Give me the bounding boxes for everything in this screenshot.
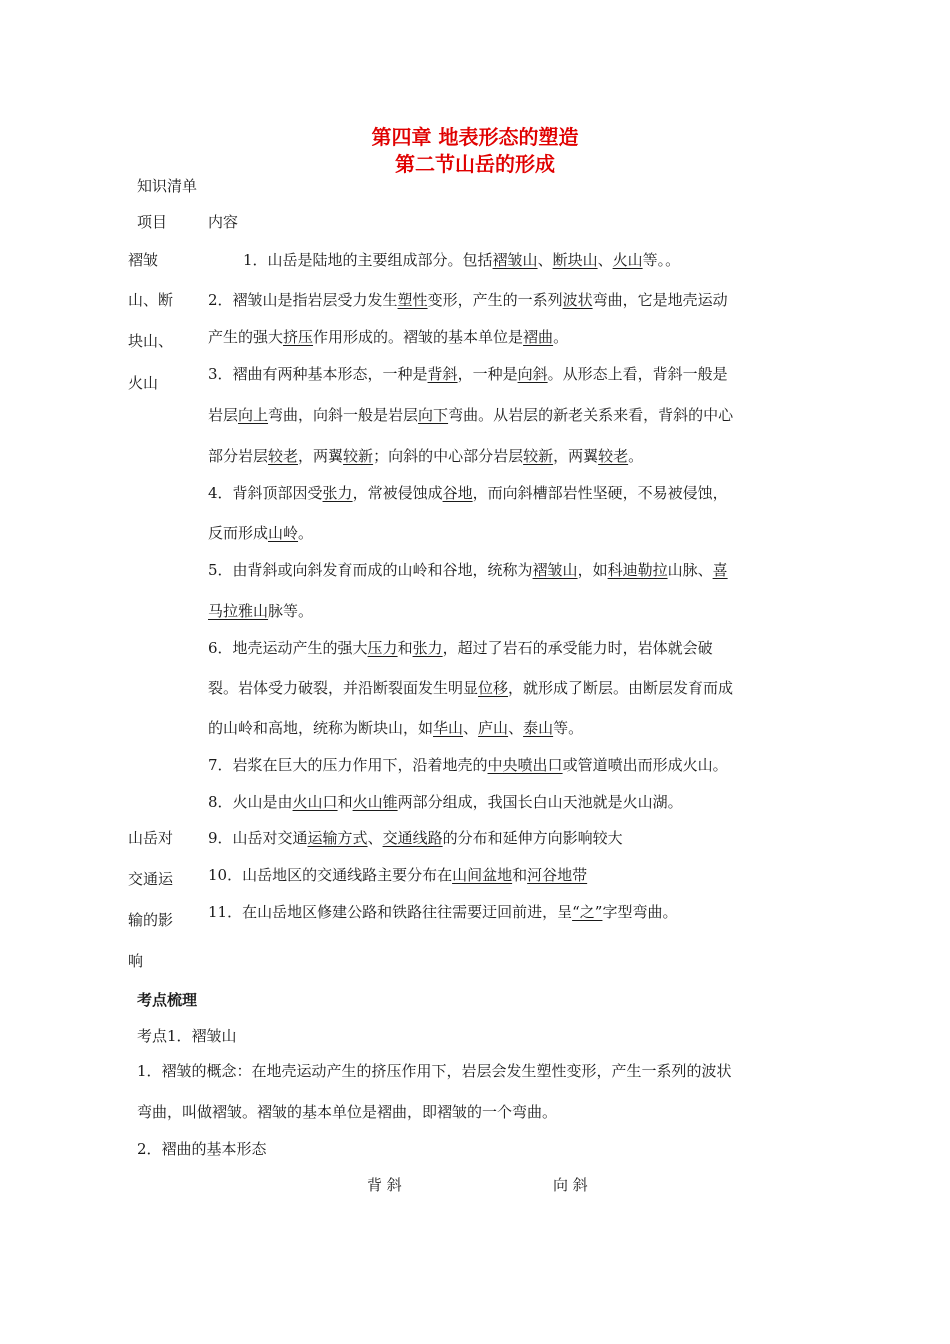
key-term: 张力 bbox=[322, 484, 353, 502]
key-term: 压力 bbox=[367, 639, 398, 657]
text-segment: 变形，产生的一系列 bbox=[427, 291, 563, 309]
content-line bbox=[208, 828, 623, 848]
text-segment: 弯曲，它是地壳运动 bbox=[592, 291, 728, 309]
text-segment: 1．山岳是陆地的主要组成部分。包括 bbox=[243, 251, 493, 269]
text-segment: 5．由背斜或向斜发育而成的山岭和谷地，统称为 bbox=[208, 561, 533, 579]
text-segment: 和 bbox=[512, 866, 528, 884]
content-line bbox=[208, 678, 733, 698]
key-term: 中央喷出口 bbox=[487, 756, 563, 774]
content-line bbox=[208, 523, 313, 543]
text-segment: 。 bbox=[553, 328, 569, 346]
knowledge-heading: 知识清单 bbox=[137, 177, 198, 195]
key-term: 火山口 bbox=[292, 793, 338, 811]
key-term: 山间盆地 bbox=[452, 866, 513, 884]
text-segment: 7．岩浆在巨大的压力作用下，沿着地壳的 bbox=[208, 756, 488, 774]
text-segment: 两部分组成，我国长白山天池就是火山湖。 bbox=[397, 793, 683, 811]
content-line bbox=[208, 290, 728, 310]
section-title: 第二节山岳的形成 bbox=[395, 152, 555, 176]
text-segment: 。 bbox=[628, 447, 644, 465]
content-line bbox=[208, 483, 728, 503]
content-line bbox=[208, 560, 728, 580]
key-term: 波状 bbox=[562, 291, 593, 309]
text-segment: 反而形成 bbox=[208, 524, 269, 542]
text-segment: 、 bbox=[463, 719, 479, 737]
item-label-line: 山岳对 bbox=[128, 829, 174, 847]
item-label-line: 交通运 bbox=[128, 870, 174, 888]
key-term: 泰山 bbox=[523, 719, 554, 737]
content-line bbox=[208, 601, 313, 621]
key-term: 山岭 bbox=[268, 524, 299, 542]
key-term: 向斜 bbox=[517, 365, 548, 383]
text-segment: 。从形态上看，背斜一般是 bbox=[547, 365, 728, 383]
text-segment: 作用形成的。褶皱的基本单位是 bbox=[313, 328, 524, 346]
syncline-label: 向 斜 bbox=[553, 1176, 588, 1194]
column-header-content: 内容 bbox=[208, 213, 239, 231]
key-term: 较新 bbox=[523, 447, 554, 465]
text-segment: 的山岭和高地，统称为断块山，如 bbox=[208, 719, 434, 737]
text-segment: 弯曲。从岩层的新老关系来看，背斜的中心 bbox=[448, 406, 734, 424]
key-term: 背斜 bbox=[427, 365, 458, 383]
item-label-line: 褶皱 bbox=[128, 251, 159, 269]
content-line bbox=[208, 792, 683, 812]
column-header-item: 项目 bbox=[137, 213, 168, 231]
text-segment: 。 bbox=[298, 524, 314, 542]
key-term: 塑性 bbox=[397, 291, 428, 309]
key-term: 向下 bbox=[418, 406, 449, 424]
text-segment: 裂。岩体受力破裂，并沿断裂面发生明显 bbox=[208, 679, 479, 697]
item-label-line: 块山、 bbox=[128, 332, 174, 350]
content-line bbox=[208, 865, 587, 885]
item-label-line: 火山 bbox=[128, 374, 159, 392]
key-term: 马拉雅山 bbox=[208, 602, 269, 620]
text-segment: 10．山岳地区的交通线路主要分布在 bbox=[208, 866, 453, 884]
key-term: 火山锥 bbox=[352, 793, 398, 811]
key-term: 科迪勒拉 bbox=[607, 561, 668, 579]
text-segment: ，常被侵蚀成 bbox=[352, 484, 443, 502]
text-segment: 9．山岳对交通 bbox=[208, 829, 308, 847]
text-segment: 、 bbox=[537, 251, 553, 269]
fold-definition-line-1: 1．褶皱的概念：在地壳运动产生的挤压作用下，岩层会发生塑性变形，产生一系列的波状 bbox=[137, 1062, 732, 1080]
key-term: 较老 bbox=[268, 447, 299, 465]
key-term: 褶皱山 bbox=[492, 251, 538, 269]
review-heading: 考点梳理 bbox=[137, 991, 198, 1009]
text-segment: ，如 bbox=[577, 561, 608, 579]
text-segment: 部分岩层 bbox=[208, 447, 269, 465]
content-line bbox=[208, 364, 728, 384]
text-segment: 产生的强大 bbox=[208, 328, 284, 346]
text-segment: 、 bbox=[367, 829, 383, 847]
text-segment: 和 bbox=[397, 639, 413, 657]
content-line bbox=[208, 405, 733, 425]
text-segment: 4．背斜顶部因受 bbox=[208, 484, 323, 502]
key-term: 喜 bbox=[712, 561, 728, 579]
text-segment: ，两翼 bbox=[553, 447, 599, 465]
key-term: 火山 bbox=[612, 251, 643, 269]
text-segment: 、 bbox=[597, 251, 613, 269]
key-term: 运输方式 bbox=[307, 829, 368, 847]
text-segment: 岩层 bbox=[208, 406, 239, 424]
text-segment: 或管道喷出而形成火山。 bbox=[562, 756, 728, 774]
content-line bbox=[243, 250, 680, 270]
key-term: 较老 bbox=[598, 447, 629, 465]
chapter-title: 第四章 地表形态的塑造 bbox=[371, 125, 579, 149]
text-segment: ，就形成了断层。由断层发育而成 bbox=[508, 679, 734, 697]
key-term: 向上 bbox=[238, 406, 269, 424]
item-label-line: 山、断 bbox=[128, 291, 174, 309]
key-term: 谷地 bbox=[442, 484, 473, 502]
content-line bbox=[208, 902, 677, 922]
text-segment: 弯曲，向斜一般是岩层 bbox=[268, 406, 419, 424]
item-label-line: 输的影 bbox=[128, 911, 174, 929]
text-segment: 8．火山是由 bbox=[208, 793, 293, 811]
text-segment: 山脉、 bbox=[667, 561, 713, 579]
content-line bbox=[208, 446, 643, 466]
key-term: “之” bbox=[572, 903, 603, 921]
item-label-line: 响 bbox=[128, 952, 144, 970]
text-segment: 、 bbox=[508, 719, 524, 737]
key-term: 河谷地带 bbox=[527, 866, 588, 884]
text-segment: ，而向斜槽部岩性坚硬，不易被侵蚀， bbox=[472, 484, 728, 502]
text-segment: 和 bbox=[337, 793, 353, 811]
key-term: 交通线路 bbox=[382, 829, 443, 847]
text-segment: 11．在山岳地区修建公路和铁路往往需要迂回前进，呈 bbox=[208, 903, 573, 921]
fold-forms-heading: 2．褶曲的基本形态 bbox=[137, 1140, 267, 1158]
text-segment: 字型弯曲。 bbox=[602, 903, 678, 921]
text-segment: ，超过了岩石的承受能力时，岩体就会破 bbox=[442, 639, 713, 657]
fold-definition-line-2: 弯曲，叫做褶皱。褶皱的基本单位是褶曲，即褶皱的一个弯曲。 bbox=[137, 1103, 558, 1121]
text-segment: 等。。 bbox=[642, 251, 681, 269]
text-segment: ；向斜的中心部分岩层 bbox=[373, 447, 524, 465]
key-term: 华山 bbox=[433, 719, 464, 737]
key-term: 褶曲 bbox=[523, 328, 554, 346]
text-segment: 的分布和延伸方向影响较大 bbox=[442, 829, 623, 847]
text-segment: ，两翼 bbox=[298, 447, 344, 465]
content-line bbox=[208, 638, 713, 658]
content-line bbox=[208, 327, 568, 347]
text-segment: ，一种是 bbox=[457, 365, 518, 383]
text-segment: 等。 bbox=[553, 719, 584, 737]
key-term: 挤压 bbox=[283, 328, 314, 346]
text-segment: 脉等。 bbox=[268, 602, 314, 620]
text-segment: 3．褶曲有两种基本形态，一种是 bbox=[208, 365, 428, 383]
key-term: 褶皱山 bbox=[532, 561, 578, 579]
anticline-label: 背 斜 bbox=[367, 1176, 402, 1194]
content-line bbox=[208, 718, 583, 738]
review-point-1: 考点1．褶皱山 bbox=[137, 1027, 237, 1045]
key-term: 较新 bbox=[343, 447, 374, 465]
key-term: 张力 bbox=[412, 639, 443, 657]
text-segment: 2．褶皱山是指岩层受力发生 bbox=[208, 291, 398, 309]
key-term: 断块山 bbox=[552, 251, 598, 269]
key-term: 位移 bbox=[478, 679, 509, 697]
content-line bbox=[208, 755, 728, 775]
text-segment: 6．地壳运动产生的强大 bbox=[208, 639, 368, 657]
key-term: 庐山 bbox=[478, 719, 509, 737]
